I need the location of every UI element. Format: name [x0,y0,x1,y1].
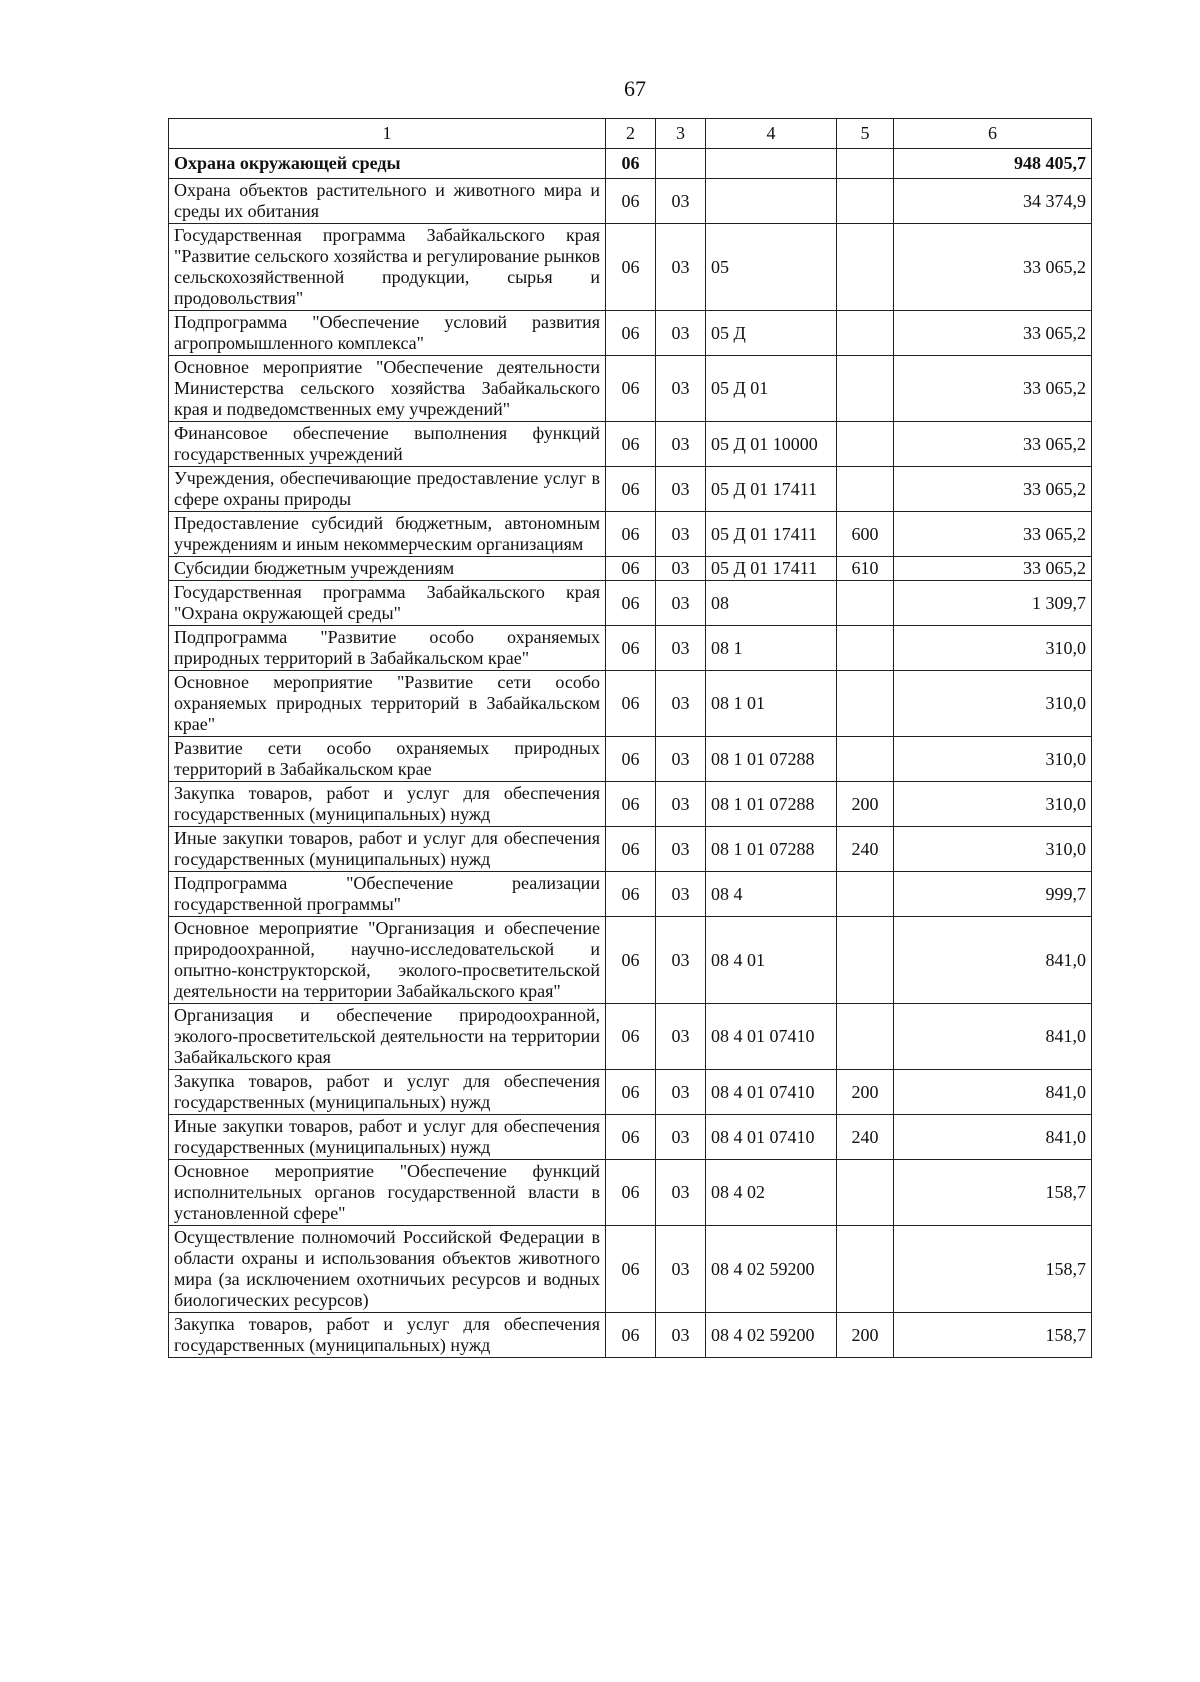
column-header-3: 3 [656,119,706,149]
budget-table [168,118,1092,1358]
table-row [169,872,1092,917]
cell-name: Иные закупки товаров, работ и услуг для обеспечения государственных (муниципальных) нужд [169,827,606,872]
cell-section: 06 [606,422,656,467]
cell-name: Подпрограмма "Обеспечение реализации государственной программы" [169,872,606,917]
cell-target-code: 08 [706,581,837,626]
cell-target-code [706,149,837,179]
cell-name: Субсидии бюджетным учреждениям [169,557,606,581]
column-header-2: 2 [606,119,656,149]
cell-subsection: 03 [656,224,706,311]
cell-amount: 310,0 [894,626,1092,671]
cell-target-code: 05 Д 01 17411 [706,467,837,512]
table-row [169,467,1092,512]
cell-section: 06 [606,1226,656,1313]
cell-section: 06 [606,782,656,827]
cell-target-code: 08 4 02 59200 [706,1313,837,1358]
cell-expense-type [837,1004,894,1070]
cell-subsection: 03 [656,1313,706,1358]
cell-subsection: 03 [656,917,706,1004]
cell-expense-type [837,581,894,626]
cell-amount: 948 405,7 [894,149,1092,179]
cell-amount: 310,0 [894,671,1092,737]
cell-subsection: 03 [656,872,706,917]
cell-name: Государственная программа Забайкальского края "Развитие сельского хозяйства и регулирование рынков сельскохозяйственной продукции, сырья и продовольствия" [169,224,606,311]
cell-expense-type [837,626,894,671]
cell-expense-type [837,917,894,1004]
column-header-6: 6 [894,119,1092,149]
cell-target-code: 08 1 [706,626,837,671]
cell-amount: 33 065,2 [894,224,1092,311]
cell-amount: 33 065,2 [894,311,1092,356]
cell-section: 06 [606,671,656,737]
cell-name: Предоставление субсидий бюджетным, автономным учреждениям и иным некоммерческим организациям [169,512,606,557]
cell-expense-type [837,671,894,737]
cell-subsection: 03 [656,827,706,872]
cell-name: Охрана объектов растительного и животного мира и среды их обитания [169,179,606,224]
cell-name: Организация и обеспечение природоохранной, эколого-просветительской деятельности на территории Забайкальского края [169,1004,606,1070]
cell-subsection: 03 [656,626,706,671]
table-row [169,1070,1092,1115]
cell-expense-type [837,311,894,356]
cell-target-code: 08 4 02 59200 [706,1226,837,1313]
cell-section: 06 [606,1070,656,1115]
cell-subsection: 03 [656,1004,706,1070]
cell-amount: 841,0 [894,1070,1092,1115]
cell-subsection: 03 [656,422,706,467]
cell-section: 06 [606,581,656,626]
cell-expense-type [837,872,894,917]
cell-section: 06 [606,626,656,671]
cell-subsection: 03 [656,467,706,512]
table-row [169,149,1092,179]
table-row [169,737,1092,782]
cell-section: 06 [606,1313,656,1358]
cell-amount: 999,7 [894,872,1092,917]
cell-expense-type: 240 [837,1115,894,1160]
cell-name: Развитие сети особо охраняемых природных территорий в Забайкальском крае [169,737,606,782]
cell-subsection: 03 [656,671,706,737]
cell-expense-type [837,356,894,422]
cell-subsection: 03 [656,557,706,581]
cell-name: Подпрограмма "Обеспечение условий развития агропромышленного комплекса" [169,311,606,356]
cell-name: Подпрограмма "Развитие особо охраняемых природных территорий в Забайкальском крае" [169,626,606,671]
table-row [169,917,1092,1004]
cell-target-code: 05 Д 01 17411 [706,512,837,557]
cell-name: Закупка товаров, работ и услуг для обеспечения государственных (муниципальных) нужд [169,782,606,827]
table-row [169,1313,1092,1358]
cell-section: 06 [606,224,656,311]
cell-amount: 310,0 [894,827,1092,872]
cell-subsection: 03 [656,782,706,827]
cell-amount: 34 374,9 [894,179,1092,224]
cell-subsection: 03 [656,512,706,557]
cell-expense-type: 200 [837,782,894,827]
cell-expense-type: 240 [837,827,894,872]
table-row [169,557,1092,581]
cell-expense-type: 200 [837,1313,894,1358]
cell-target-code [706,179,837,224]
table-row [169,311,1092,356]
cell-name: Осуществление полномочий Российской Федерации в области охраны и использования объектов животного мира (за исключением охотничьих ресурсов и водных биологических ресурсов) [169,1226,606,1313]
cell-expense-type [837,179,894,224]
cell-target-code: 05 [706,224,837,311]
cell-expense-type [837,467,894,512]
cell-section: 06 [606,1115,656,1160]
table-row [169,422,1092,467]
cell-name: Основное мероприятие "Развитие сети особо охраняемых природных территорий в Забайкальском крае" [169,671,606,737]
table-row [169,1160,1092,1226]
cell-section: 06 [606,311,656,356]
table-row [169,512,1092,557]
cell-amount: 33 065,2 [894,557,1092,581]
cell-section: 06 [606,557,656,581]
cell-name: Основное мероприятие "Обеспечение деятельности Министерства сельского хозяйства Забайкальского края и подведомственных ему учреждений" [169,356,606,422]
cell-name: Охрана окружающей среды [169,149,606,179]
cell-amount: 33 065,2 [894,512,1092,557]
cell-subsection: 03 [656,737,706,782]
cell-subsection: 03 [656,179,706,224]
cell-amount: 841,0 [894,1115,1092,1160]
table-row [169,1004,1092,1070]
table-row [169,581,1092,626]
cell-target-code: 08 1 01 [706,671,837,737]
cell-expense-type [837,422,894,467]
column-header-5: 5 [837,119,894,149]
cell-amount: 158,7 [894,1226,1092,1313]
cell-section: 06 [606,149,656,179]
cell-expense-type [837,1226,894,1313]
cell-amount: 33 065,2 [894,356,1092,422]
table-body [169,149,1092,1358]
cell-name: Финансовое обеспечение выполнения функций государственных учреждений [169,422,606,467]
cell-name: Иные закупки товаров, работ и услуг для обеспечения государственных (муниципальных) нужд [169,1115,606,1160]
table-row [169,827,1092,872]
cell-name: Государственная программа Забайкальского края "Охрана окружающей среды" [169,581,606,626]
cell-target-code: 05 Д 01 10000 [706,422,837,467]
cell-target-code: 05 Д 01 [706,356,837,422]
cell-section: 06 [606,512,656,557]
cell-section: 06 [606,1160,656,1226]
cell-target-code: 05 Д 01 17411 [706,557,837,581]
cell-amount: 841,0 [894,1004,1092,1070]
column-header-4: 4 [706,119,837,149]
cell-section: 06 [606,179,656,224]
cell-section: 06 [606,872,656,917]
cell-target-code: 08 4 01 07410 [706,1004,837,1070]
cell-expense-type: 600 [837,512,894,557]
cell-expense-type [837,224,894,311]
cell-name: Основное мероприятие "Организация и обеспечение природоохранной, научно-исследовательской и опытно-конструкторской, эколого-просветительской деятельности на территории Забайкальского края" [169,917,606,1004]
cell-amount: 33 065,2 [894,422,1092,467]
cell-name: Учреждения, обеспечивающие предоставление услуг в сфере охраны природы [169,467,606,512]
cell-amount: 33 065,2 [894,467,1092,512]
cell-target-code: 08 4 02 [706,1160,837,1226]
column-header-1: 1 [169,119,606,149]
cell-name: Закупка товаров, работ и услуг для обеспечения государственных (муниципальных) нужд [169,1070,606,1115]
table-row [169,782,1092,827]
cell-expense-type: 610 [837,557,894,581]
cell-amount: 158,7 [894,1313,1092,1358]
cell-section: 06 [606,467,656,512]
cell-subsection: 03 [656,1115,706,1160]
cell-expense-type [837,149,894,179]
cell-subsection [656,149,706,179]
cell-section: 06 [606,1004,656,1070]
table-row [169,671,1092,737]
table-row [169,224,1092,311]
cell-amount: 310,0 [894,737,1092,782]
table-row [169,626,1092,671]
cell-amount: 841,0 [894,917,1092,1004]
header-row [169,119,1092,149]
cell-target-code: 08 4 01 [706,917,837,1004]
cell-section: 06 [606,917,656,1004]
cell-subsection: 03 [656,1070,706,1115]
cell-target-code: 08 1 01 07288 [706,827,837,872]
cell-subsection: 03 [656,1226,706,1313]
cell-expense-type [837,1160,894,1226]
cell-expense-type: 200 [837,1070,894,1115]
table-row [169,356,1092,422]
cell-target-code: 05 Д [706,311,837,356]
page-number: 67 [624,76,646,101]
cell-subsection: 03 [656,581,706,626]
table-row [169,179,1092,224]
cell-subsection: 03 [656,311,706,356]
cell-subsection: 03 [656,1160,706,1226]
table-row [169,1226,1092,1313]
cell-name: Основное мероприятие "Обеспечение функций исполнительных органов государственной власти в установленной сфере" [169,1160,606,1226]
cell-section: 06 [606,827,656,872]
cell-target-code: 08 4 01 07410 [706,1115,837,1160]
cell-target-code: 08 4 01 07410 [706,1070,837,1115]
cell-name: Закупка товаров, работ и услуг для обеспечения государственных (муниципальных) нужд [169,1313,606,1358]
cell-amount: 310,0 [894,782,1092,827]
table-header [169,119,1092,149]
cell-target-code: 08 1 01 07288 [706,737,837,782]
cell-section: 06 [606,356,656,422]
cell-subsection: 03 [656,356,706,422]
table-row [169,1115,1092,1160]
cell-amount: 1 309,7 [894,581,1092,626]
cell-section: 06 [606,737,656,782]
cell-amount: 158,7 [894,1160,1092,1226]
cell-target-code: 08 4 [706,872,837,917]
cell-expense-type [837,737,894,782]
cell-target-code: 08 1 01 07288 [706,782,837,827]
